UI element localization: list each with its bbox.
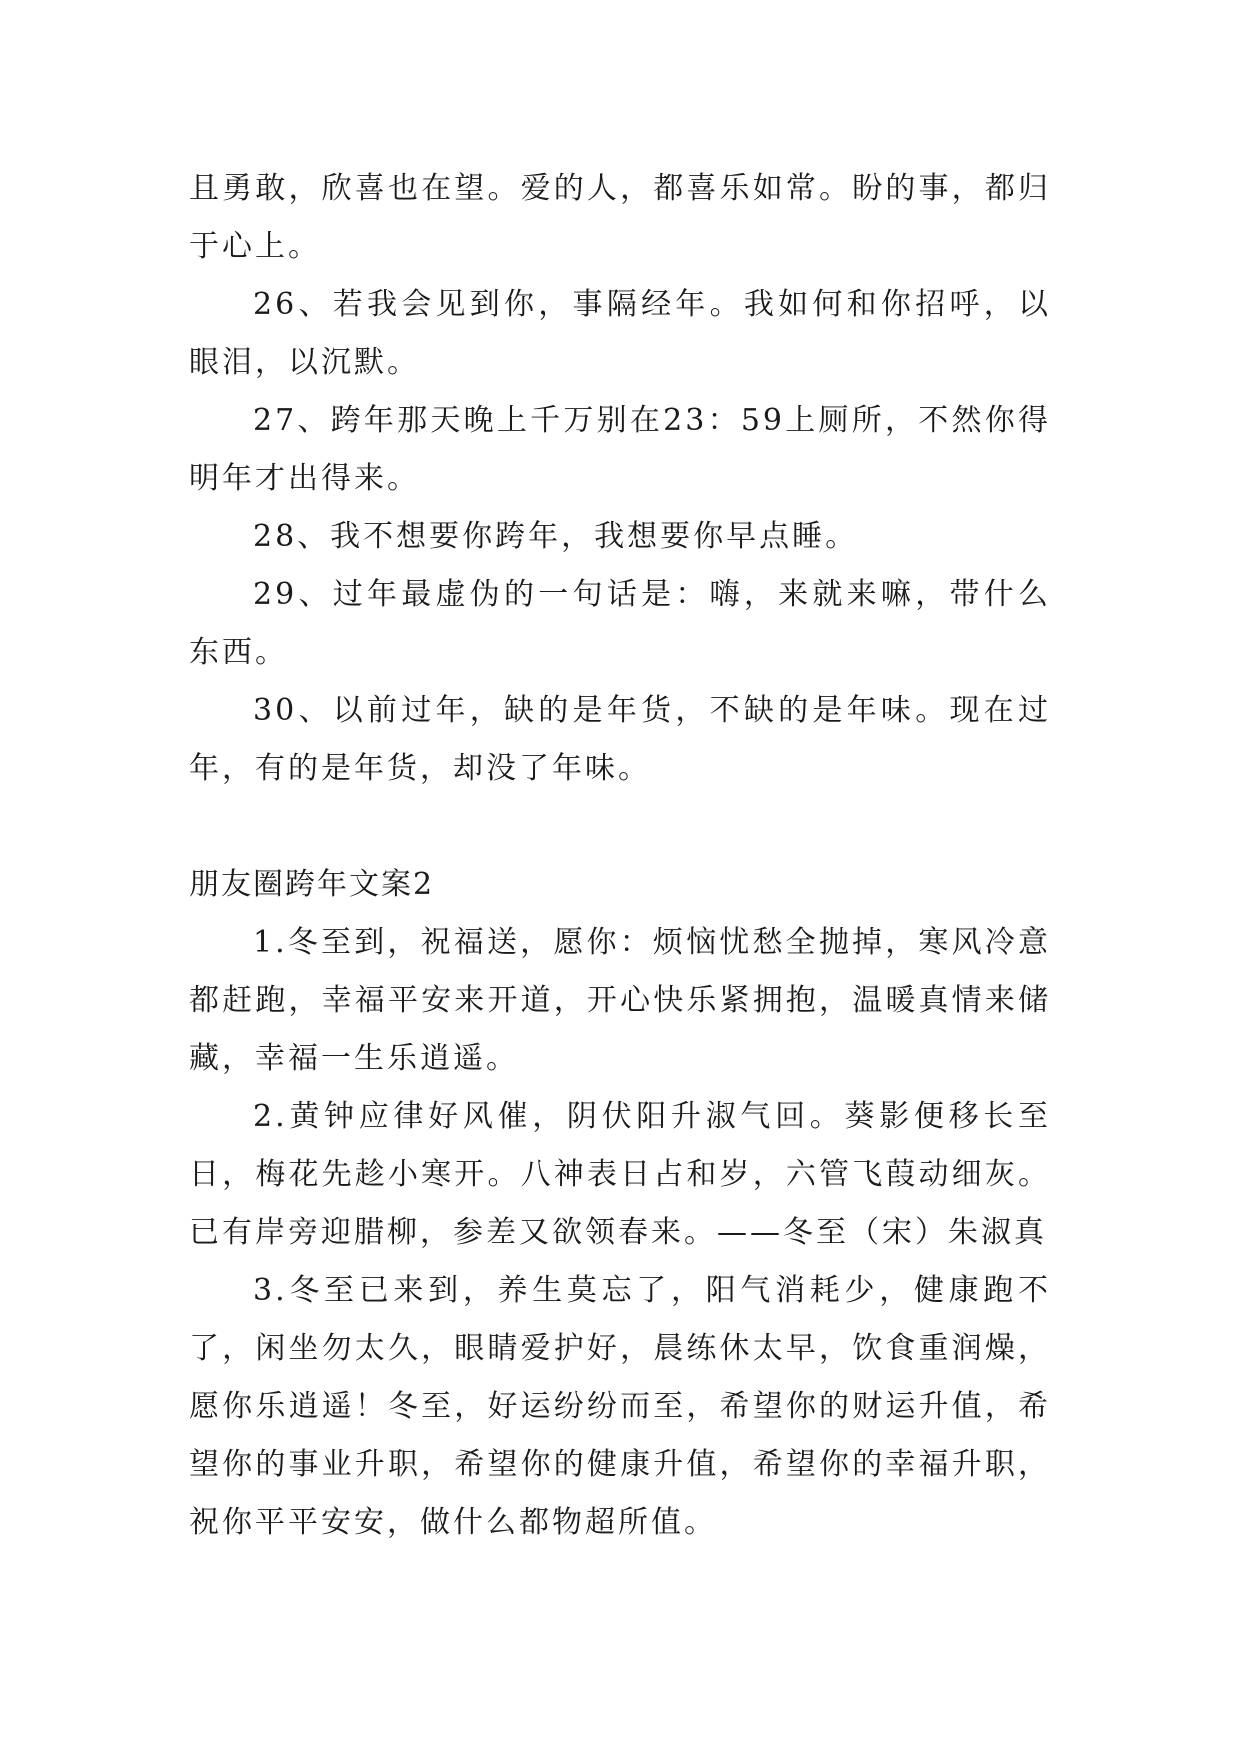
list-item-3: 3.冬至已来到，养生莫忘了，阳气消耗少，健康跑不了，闲坐勿太久，眼睛爱护好，晨练休太早，饮食重润燥，愿你乐逍遥！冬至，好运纷纷而至，希望你的财运升值，希望你的事业升职，希望你的健康升值，希望你的幸福升职，祝你平平安安，做什么都物超所值。 xyxy=(189,1273,1051,1540)
list-item-27: 27、跨年那天晚上千万别在23：59上厕所，不然你得明年才出得来。 xyxy=(189,403,1051,496)
list-item-2: 2.黄钟应律好风催，阴伏阳升淑气回。葵影便移长至日，梅花先趁小寒开。八神表日占和岁，六管飞葭动细灰。已有岸旁迎腊柳，参差又欲领春来。——冬至（宋）朱淑真 xyxy=(189,1099,1051,1250)
document-body xyxy=(189,160,1051,1552)
list-item-29: 29、过年最虚伪的一句话是：嗨，来就来嘛，带什么东西。 xyxy=(189,577,1051,670)
list-item-1: 1.冬至到，祝福送，愿你：烦恼忧愁全抛掉，寒风冷意都赶跑，幸福平安来开道，开心快乐紧拥抱，温暖真情来储藏，幸福一生乐逍遥。 xyxy=(189,925,1051,1076)
section-heading: 朋友圈跨年文案2 xyxy=(189,867,435,902)
list-item-28: 28、我不想要你跨年，我想要你早点睡。 xyxy=(253,519,859,554)
list-item-30: 30、以前过年，缺的是年货，不缺的是年味。现在过年，有的是年货，却没了年味。 xyxy=(189,693,1051,786)
list-item-26: 26、若我会见到你，事隔经年。我如何和你招呼，以眼泪，以沉默。 xyxy=(189,287,1051,380)
intro-continuation-paragraph: 且勇敢，欣喜也在望。爱的人，都喜乐如常。盼的事，都归于心上。 xyxy=(189,171,1051,264)
